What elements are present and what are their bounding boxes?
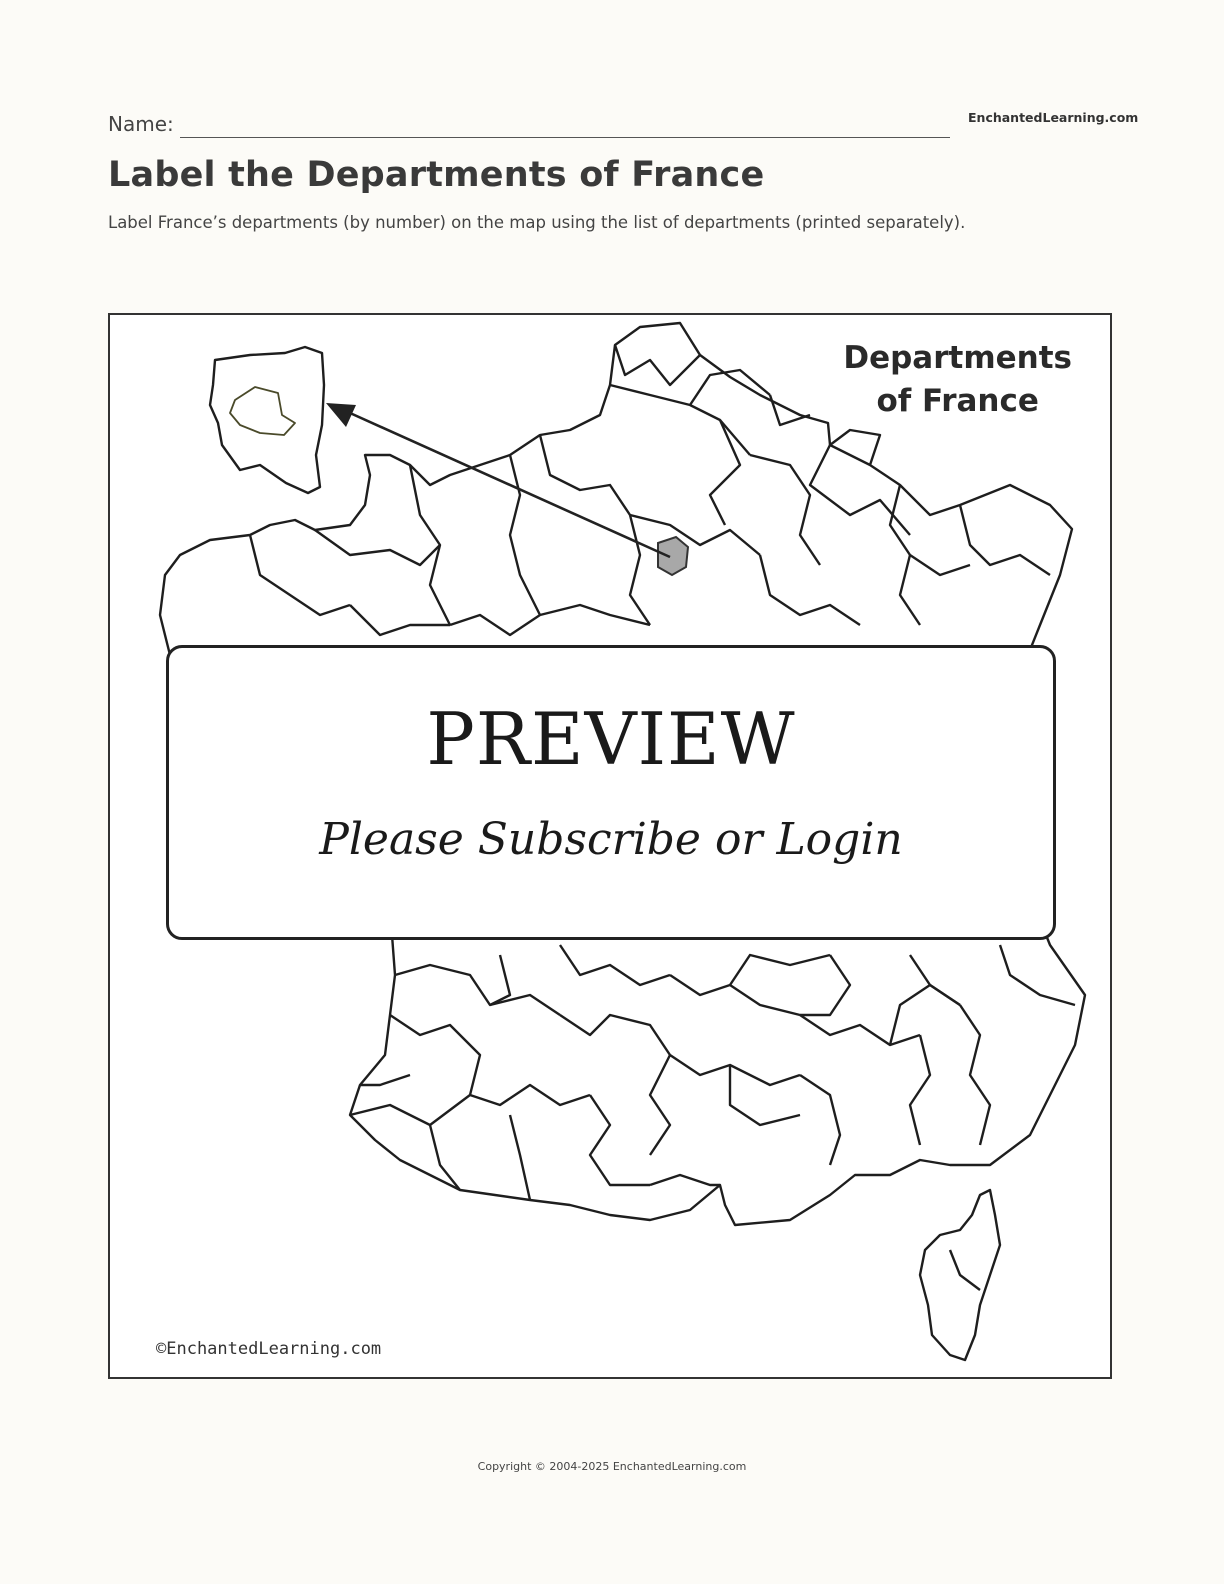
map-credit: ©EnchantedLearning.com <box>156 1339 382 1359</box>
map-title-line-1: Departments <box>843 340 1072 376</box>
worksheet-title: Label the Departments of France <box>108 155 765 195</box>
site-name[interactable]: EnchantedLearning.com <box>968 110 1139 125</box>
name-label: Name: <box>108 112 174 136</box>
map-title-line-2: of France <box>876 383 1039 419</box>
highlighted-department <box>658 537 688 575</box>
inset-outline <box>210 347 324 493</box>
name-line <box>180 137 950 138</box>
preview-overlay[interactable] <box>166 645 1056 940</box>
footer-copyright: Copyright © 2004-2025 EnchantedLearning.com <box>477 1460 747 1473</box>
subscribe-login-prompt[interactable]: Please Subscribe or Login <box>319 814 903 865</box>
inset-inner-department <box>230 387 295 435</box>
worksheet-instructions: Label France’s departments (by number) on the map using the list of departments (printed separately). <box>108 213 966 232</box>
map-title <box>843 337 1072 423</box>
preview-title: PREVIEW <box>426 697 796 781</box>
